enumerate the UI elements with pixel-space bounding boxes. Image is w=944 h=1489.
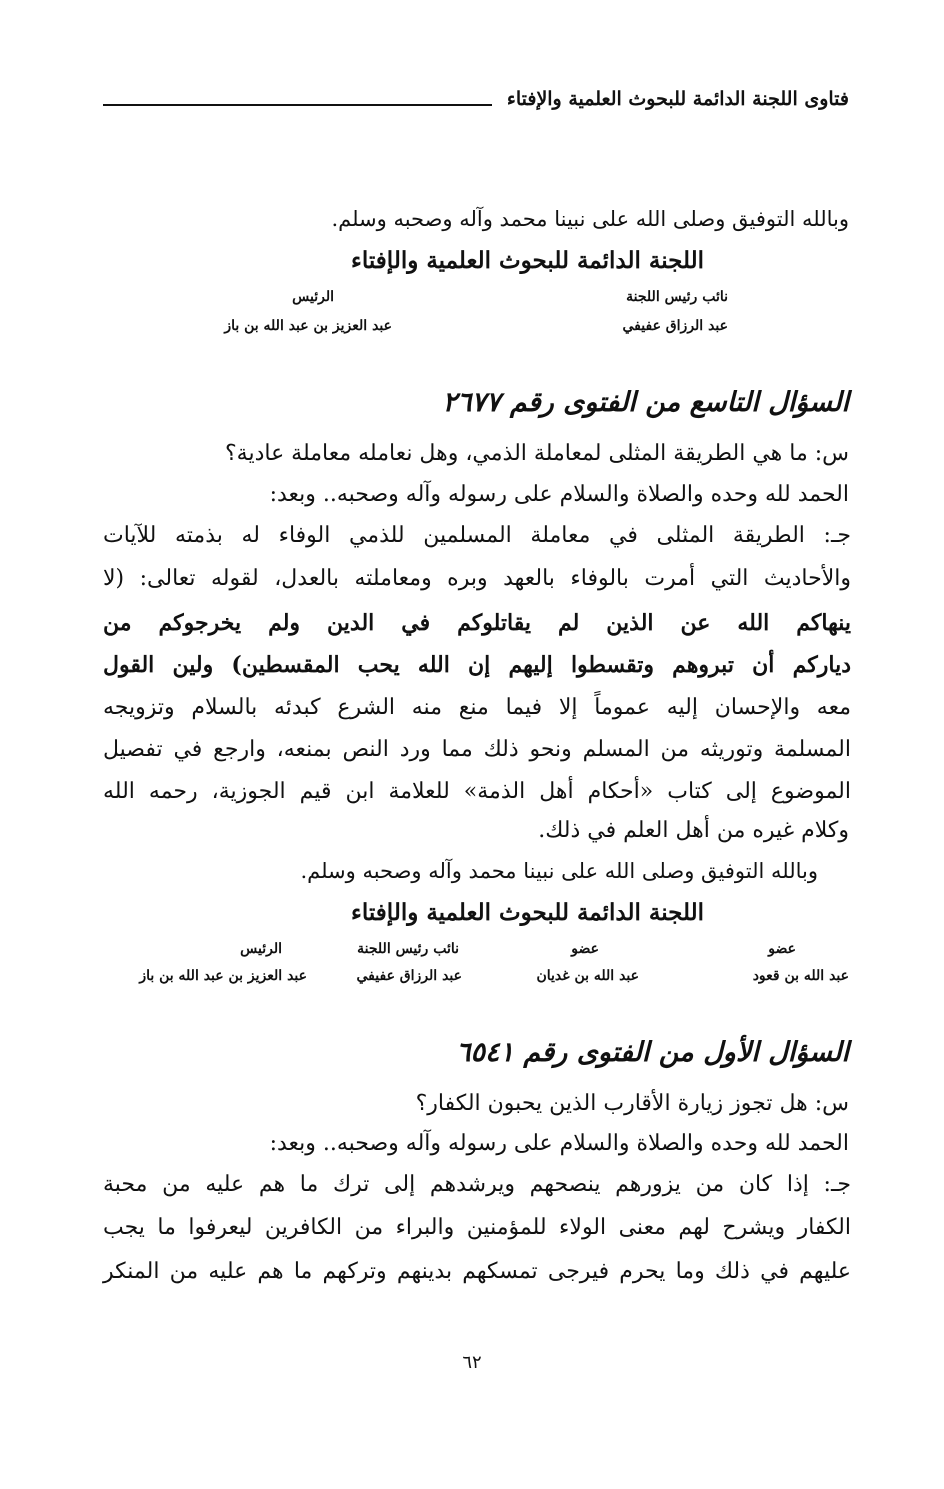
signatory-role: نائب رئيس اللجنة (626, 289, 728, 305)
header-rule (103, 104, 492, 106)
signatory-role: عضو (768, 941, 796, 957)
answer-line: وكلام غيره من أهل العلم في ذلك. (538, 818, 849, 843)
signatory-name: عبد الله بن غديان (536, 968, 639, 984)
closing-line: وبالله التوفيق وصلى الله على نبينا محمد وآله وصحبه وسلم. (331, 207, 849, 231)
answer-line-quran: دياركم أن تبروهم وتقسطوا إليهم إن الله يحب المقسطين) ولين القول (103, 652, 851, 678)
answer-line: عليهم في ذلك وما يحرم فيرجى تمسكهم بدينهم وتركهم ما هم عليه من المنكر (103, 1259, 851, 1284)
signatory-name: عبد الله بن قعود (752, 968, 849, 984)
answer-line: الكفار ويشرح لهم معنى الولاء للمؤمنين والبراء من الكافرين ليعرفوا ما يجب (103, 1215, 851, 1240)
running-header-title: فتاوى اللجنة الدائمة للبحوث العلمية والإفتاء (506, 88, 849, 110)
answer-line: المسلمة وتوريثه من المسلم ونحو ذلك مما ورد النص بمنعه، وارجع في تفصيل (103, 737, 851, 762)
question-title: السؤال الأول من الفتوى رقم ٦٥٤١ (456, 1037, 849, 1068)
answer-line: والأحاديث التي أمرت بالوفاء بالعهد وبره ومعاملته بالعدل، لقوله تعالى: (لا (103, 566, 851, 591)
signatory-role: عضو (571, 941, 599, 957)
question-text: س: ما هي الطريقة المثلى لمعاملة الذمي، وهل نعامله معاملة عادية؟ (224, 441, 849, 466)
signatory-name: عبد الرزاق عفيفي (622, 318, 728, 334)
committee-name: اللجنة الدائمة للبحوث العلمية والإفتاء (351, 247, 704, 274)
closing-line: وبالله التوفيق وصلى الله على نبينا محمد وآله وصحبه وسلم. (300, 859, 818, 883)
answer-line: معه والإحسان إليه عموماً إلا فيما منع منه الشرع كبدئه بالسلام وتزويجه (103, 695, 851, 720)
page-number: ٦٢ (462, 1352, 482, 1373)
signatory-role: نائب رئيس اللجنة (357, 941, 459, 957)
praise-line: الحمد لله وحده والصلاة والسلام على رسوله وآله وصحبه.. وبعد: (269, 482, 849, 507)
signatory-role: الرئيس (240, 941, 282, 957)
signatory-name: عبد الرزاق عفيفي (356, 968, 462, 984)
signatory-name: عبد العزيز بن عبد الله بن باز (139, 968, 307, 984)
committee-name: اللجنة الدائمة للبحوث العلمية والإفتاء (351, 899, 704, 926)
answer-line-quran: ينهاكم الله عن الذين لم يقاتلوكم في الدين ولم يخرجوكم من (103, 610, 851, 636)
answer-line: جـ: إذا كان من يزورهم ينصحهم ويرشدهم إلى ترك ما هم عليه من محبة (103, 1172, 851, 1197)
signatory-name: عبد العزيز بن عبد الله بن باز (224, 318, 392, 334)
answer-line: جـ: الطريقة المثلى في معاملة المسلمين للذمي الوفاء له بذمته للآيات (103, 523, 851, 548)
question-text: س: هل تجوز زيارة الأقارب الذين يحبون الكفار؟ (415, 1091, 849, 1116)
answer-line: الموضوع إلى كتاب «أحكام أهل الذمة» للعلامة ابن قيم الجوزية، رحمه الله (103, 779, 851, 804)
praise-line: الحمد لله وحده والصلاة والسلام على رسوله وآله وصحبه.. وبعد: (269, 1131, 849, 1156)
question-title: السؤال التاسع من الفتوى رقم ٢٦٧٧ (442, 387, 849, 418)
signatory-role: الرئيس (292, 289, 334, 305)
